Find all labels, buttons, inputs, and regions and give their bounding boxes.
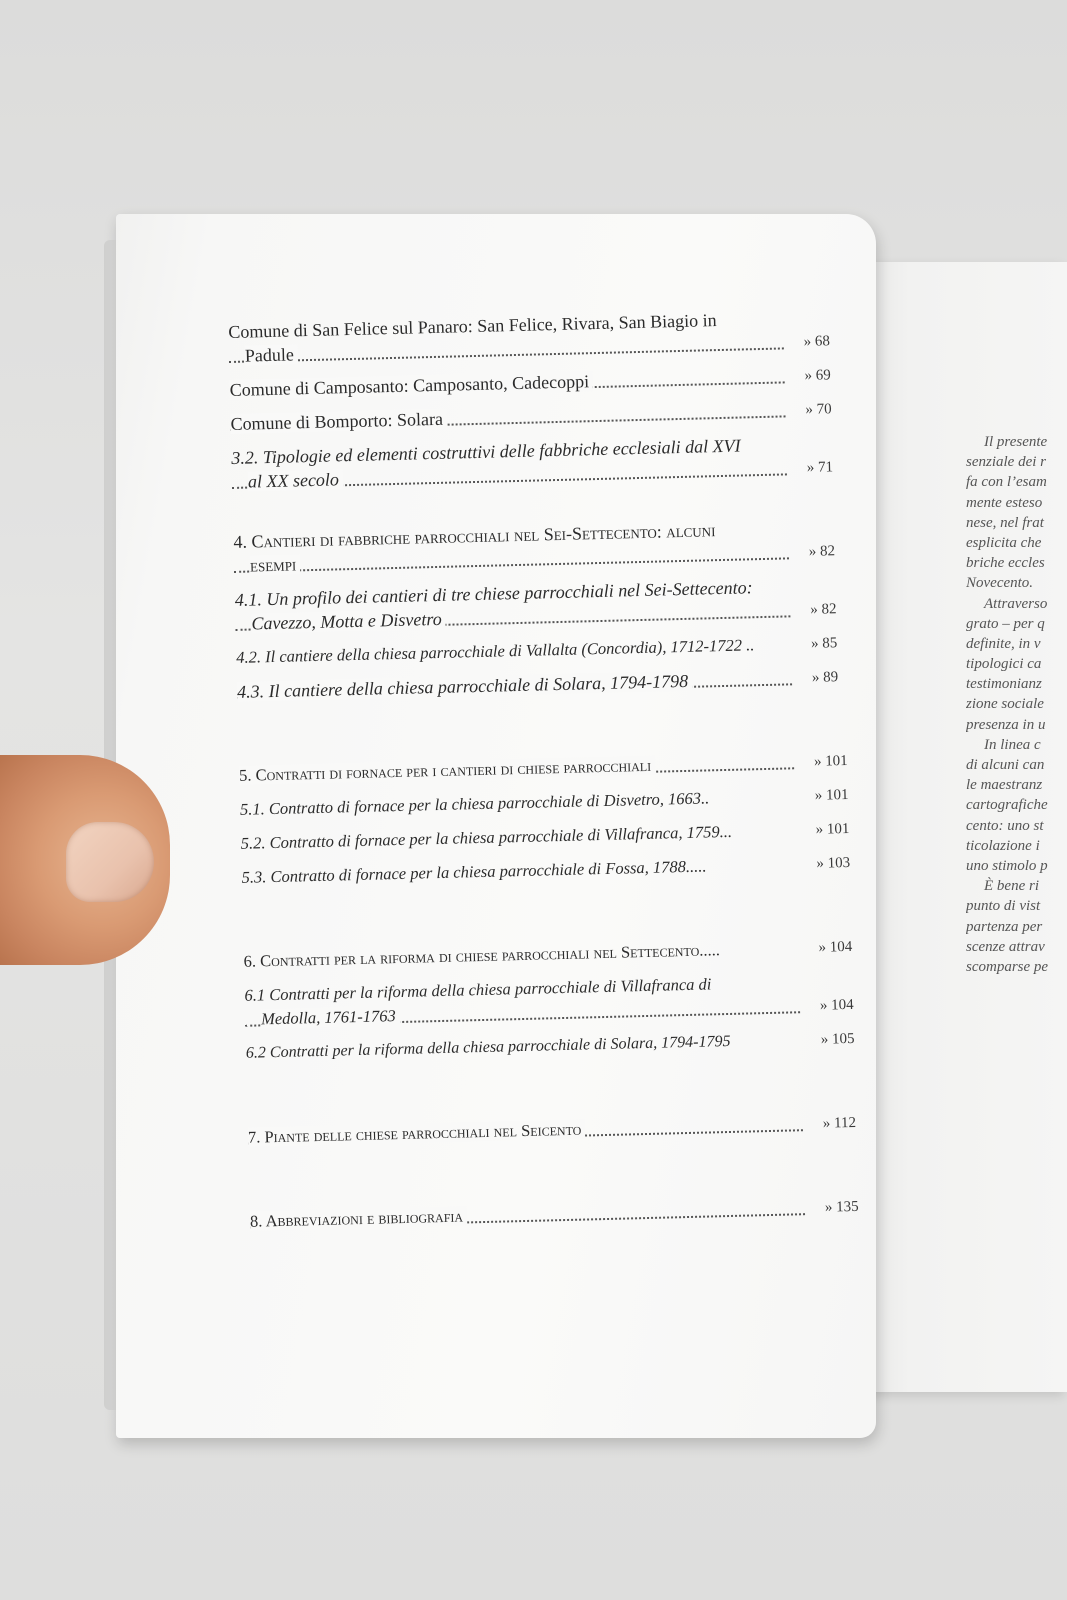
- toc-entry-text: Padule: [245, 344, 298, 365]
- facing-line: In linea c: [984, 736, 1041, 753]
- toc-page-number: » 135: [824, 1198, 859, 1216]
- facing-line: nese, nel frat: [966, 514, 1044, 531]
- facing-line: zione sociale: [966, 696, 1044, 713]
- facing-line: mente esteso: [966, 494, 1043, 511]
- facing-line: Novecento.: [966, 575, 1034, 592]
- toc-page-number: » 70: [805, 401, 832, 418]
- toc-page-number: » 68: [803, 333, 831, 350]
- toc-page-number: » 82: [810, 601, 837, 618]
- facing-line: di alcuni can: [966, 757, 1045, 773]
- facing-line: partenza per: [966, 918, 1043, 935]
- toc-page-number: » 101: [815, 820, 850, 838]
- toc-entry-text: 4.3. Il cantiere della chiesa parrocchiale di Solara, 1794-1798: [237, 671, 692, 702]
- facing-line: fa con l’esam: [966, 474, 1047, 491]
- toc-entry-text: 8. Abbreviazioni e bibliografia: [250, 1206, 467, 1230]
- toc-page-number: » 101: [813, 752, 848, 770]
- toc-entry-text: 4.1. Un profilo dei cantieri di tre chiese parrocchiali nel Sei-Settecento:: [234, 577, 753, 610]
- toc-entry-text: Comune di San Felice sul Panaro: San Felice, Rivara, San Biagio in: [228, 310, 717, 342]
- toc-page-number: » 82: [808, 543, 836, 560]
- facing-line: cartografiche: [966, 797, 1048, 814]
- facing-line: presenza in u: [966, 716, 1046, 733]
- toc-page-number: » 69: [804, 367, 831, 384]
- facing-line: scenze attrav: [966, 938, 1045, 955]
- toc-entry-text: al XX secolo: [248, 469, 343, 491]
- toc-entry-text: Cavezzo, Motta e Disvetro: [251, 609, 446, 634]
- facing-line: definite, in v: [966, 635, 1041, 652]
- table-of-contents: [228, 305, 870, 1234]
- toc-page-number: » 112: [822, 1114, 857, 1132]
- toc-entry-text: Medolla, 1761-1763: [261, 1006, 400, 1028]
- facing-line: tipologici ca: [966, 656, 1042, 673]
- facing-line: Attraverso: [984, 595, 1048, 612]
- facing-line: senziale dei r: [966, 454, 1046, 471]
- toc-entry-text: esempi: [250, 554, 301, 575]
- toc-page-number: » 104: [818, 938, 853, 956]
- facing-line: ticolazione i: [966, 837, 1040, 854]
- facing-line: testimonianz: [966, 676, 1042, 693]
- facing-line: uno stimolo p: [966, 857, 1048, 874]
- facing-line: esplicita che: [966, 534, 1042, 551]
- toc-entry-text: 5. Contratti di fornace per i cantieri di chiese parrocchiali: [239, 756, 655, 785]
- facing-page-text: [966, 432, 1067, 977]
- toc-entry-text: 5.3. Contratto di fornace per la chiesa parrocchiale di Fossa, 1788.....: [241, 856, 707, 887]
- facing-line: scomparse pe: [966, 958, 1049, 975]
- toc-entry-text: Comune di Bomporto: Solara: [230, 409, 447, 434]
- facing-line: grato – per q: [966, 615, 1045, 632]
- toc-entry-text: 4.2. Il cantiere della chiesa parrocchiale di Vallalta (Concordia), 1712-1722 ..: [236, 635, 755, 667]
- toc-entry-text: 3.2. Tipologie ed elementi costruttivi delle fabbriche ecclesiali dal XVI: [231, 435, 741, 468]
- facing-line: le maestranz: [966, 777, 1043, 794]
- toc-page-number: » 103: [816, 854, 851, 872]
- toc-page-number: » 105: [820, 1030, 855, 1048]
- facing-line: cento: uno st: [966, 817, 1044, 834]
- toc-entry-text: 6.1 Contratti per la riforma della chiesa parrocchiale di Villafranca di: [244, 974, 712, 1005]
- toc-entry-text: 4. Cantieri di fabbriche parrocchiali nel Sei-Settecento: alcuni: [233, 520, 716, 552]
- toc-entry-text: 7. Piante delle chiese parrocchiali nel Seicento: [248, 1120, 586, 1147]
- facing-line: briche eccles: [966, 555, 1045, 572]
- toc-entry-text: 6.2 Contratti per la riforma della chiesa parrocchiale di Solara, 1794-1795: [245, 1032, 731, 1062]
- toc-entry-text: Comune di Camposanto: Camposanto, Cadecoppi: [229, 371, 593, 400]
- toc-page-number: » 71: [806, 459, 834, 476]
- toc-page-number: » 85: [810, 635, 838, 652]
- toc-page-number: » 89: [811, 669, 839, 686]
- toc-entry-text: 5.2. Contratto di fornace per la chiesa parrocchiale di Villafranca, 1759...: [240, 821, 733, 853]
- thumbnail: [66, 822, 154, 902]
- toc-page-number: » 104: [819, 996, 854, 1014]
- facing-line: punto di vist: [966, 898, 1041, 915]
- toc-entry-text: 6. Contratti per la riforma di chiese parrocchiali nel Settecento.....: [243, 940, 721, 971]
- facing-line: È bene ri: [984, 878, 1039, 895]
- toc-page-number: » 101: [814, 786, 849, 804]
- facing-line: Il presente: [984, 434, 1048, 450]
- toc-entry-text: 5.1. Contratto di fornace per la chiesa parrocchiale di Disvetro, 1663..: [239, 788, 710, 819]
